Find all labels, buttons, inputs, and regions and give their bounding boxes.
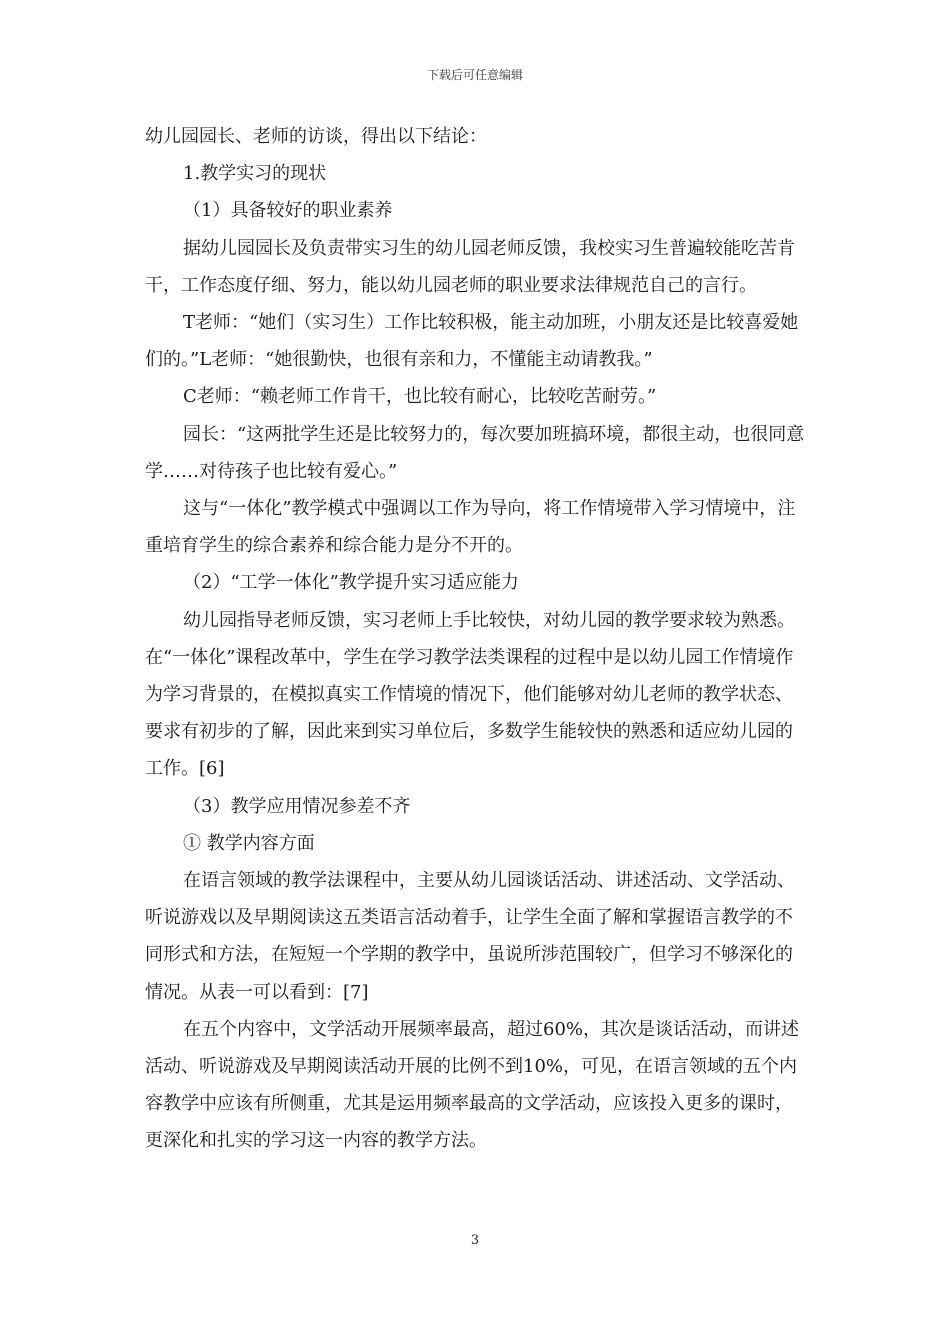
page-header: 下载后可任意编辑 [426,68,523,82]
paragraph-teacher-t-l-quotes: T老师：“她们（实习生）工作比较积极，能主动加班，小朋友还是比较喜爱她们的。”L老师：“她很勤快，也很有亲和力，不懂能主动请教我。” [145,312,799,371]
page-number: 3 [470,1233,480,1248]
subheading-teaching-content: ① 教学内容方面 [183,832,315,854]
paragraph-activity-frequency: 在五个内容中，文学活动开展频率最高，超过60%，其次是谈话活动，而讲述活动、听说游戏及早期阅读活动开展的比例不到10%，可见，在语言领域的五个内容教学中应该有所侧重，尤其是运用频率最高的文学活动，应该投入更多的课时，更深化和扎实的学习这一内容的教学方法。 [145,1018,800,1152]
document-body [145,118,807,1160]
paragraph-interview-conclusion: 幼儿园园长、老师的访谈，得出以下结论： [145,126,487,147]
paragraph-director-feedback: 据幼儿园园长及负责带实习生的幼儿园老师反馈，我校实习生普遍较能吃苦肯干，工作态度仔细、努力，能以幼儿园老师的职业要求法律规范自己的言行。 [145,237,795,296]
subheading-uneven-application: （3）教学应用情况参差不齐 [183,795,411,817]
section-heading-teaching-practice-status: 1.教学实习的现状 [183,163,327,185]
paragraph-integration-model: 这与“一体化”教学模式中强调以工作为导向，将工作情境带入学习情境中，注重培育学生的综合素养和综合能力是分不开的。 [145,498,796,557]
subheading-professional-quality: （1）具备较好的职业素养 [183,200,393,222]
paragraph-director-quote: 园长：“这两批学生还是比较努力的，每次要加班搞环境，都很主动，也很同意学……对待孩子也比较有爱心。” [145,423,805,482]
paragraph-teacher-c-quote: C老师：“赖老师工作肯干，也比较有耐心，比较吃苦耐劳。” [183,386,657,408]
subheading-adaptability: （2）“工学一体化”教学提升实习适应能力 [183,572,519,594]
paragraph-language-domain-course: 在语言领域的教学法课程中，主要从幼儿园谈话活动、讲述活动、文学活动、听说游戏以及早期阅读这五类语言活动着手，让学生全面了解和掌握语言教学的不同形式和方法，在短短一个学期的教学中，虽说所涉范围较广，但学习不够深化的情况。从表一可以看到：[7] [145,870,795,1003]
paragraph-mentor-feedback: 幼儿园指导老师反馈，实习老师上手比较快，对幼儿园的教学要求较为熟悉。在“一体化”课程改革中，学生在学习教学法类课程的过程中是以幼儿园工作情境作为学习背景的，在模拟真实工作情境的情况下，他们能够对幼儿老师的教学状态、要求有初步的了解，因此来到实习单位后，多数学生能较快的熟悉和适应幼儿园的工作。[6] [145,609,795,780]
